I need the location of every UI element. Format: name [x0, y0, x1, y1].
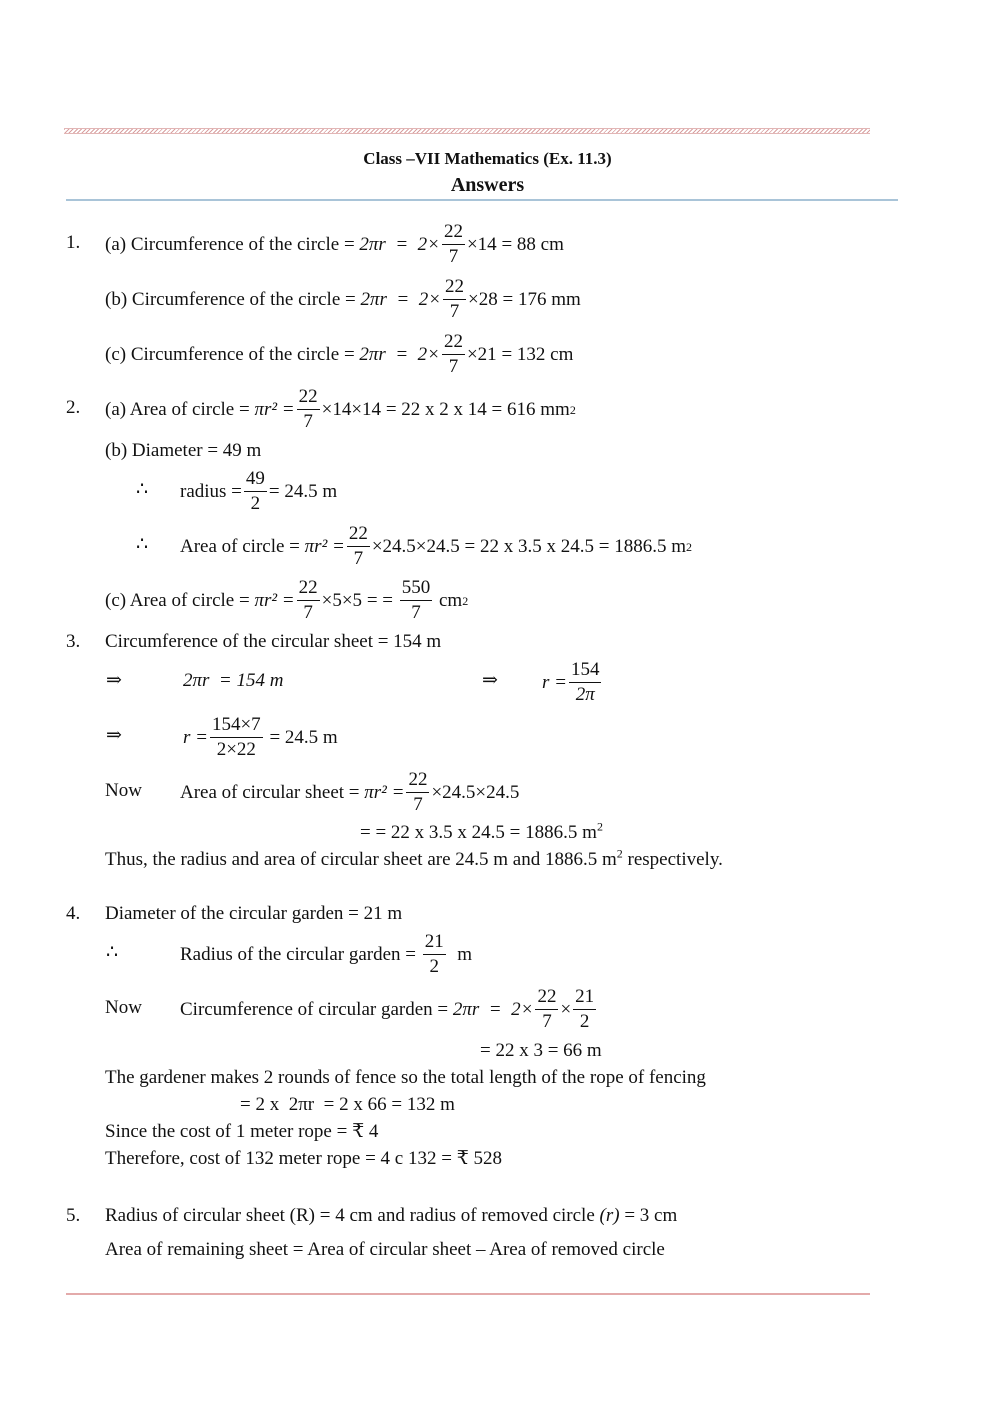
q2-c-expr-post: ×5×5	[321, 589, 363, 611]
q2-a-label: (a) Area of circle =	[105, 398, 250, 420]
q2-radius-label: radius =	[180, 480, 242, 502]
question-number-1: 1.	[66, 232, 81, 253]
q1-b-expr-pre: 2πr = 2×	[360, 288, 442, 310]
q1-a-den: 7	[448, 246, 459, 267]
q3-thus-pre: Thus, the radius and area of circular sheet are 24.5 m and 1886.5 m	[105, 849, 617, 870]
q3-eq3-lhs: r =	[183, 726, 208, 748]
q1-c-result: = 132 cm	[501, 343, 574, 365]
q2-b-line: (b) Diameter = 49 m	[105, 440, 262, 461]
footer-divider	[66, 1293, 870, 1295]
page-subtitle: Answers	[450, 174, 525, 196]
q4-circ-times: ×	[560, 998, 572, 1020]
q1-b-expr-post: ×28	[468, 288, 498, 310]
q1-b-fraction	[443, 275, 466, 324]
q2-radius-result: = 24.5 m	[268, 480, 338, 502]
q1-a-expr-post: ×14	[466, 233, 497, 255]
q2-c-eq: = =	[366, 589, 393, 611]
q2-c-unit: cm	[439, 589, 463, 611]
q4-circ-result: = 22 x 3 = 66 m	[480, 1040, 602, 1061]
q2-c-num2: 550	[400, 576, 433, 601]
q2-a-expr-pre: πr² =	[254, 398, 295, 420]
q2-a-expr-post: ×14×14	[321, 398, 382, 420]
q1-c-label: (c) Circumference of the circle =	[105, 343, 355, 365]
q4-circ-num2: 21	[573, 985, 596, 1010]
q4-line-1: Diameter of the circular garden = 21 m	[105, 903, 403, 924]
q2-area-line: Area of circle = πr² = $\frac{22}{7}$ ×24.5×24.5 = 22 x 3.5 x 24.5 = 1886.5 m 2	[180, 523, 692, 569]
q2-c-fraction-1	[297, 576, 320, 625]
q4-total-line: = 2 x 2πr = 2 x 66 = 132 m	[240, 1094, 455, 1115]
q2-radius-num: 49	[244, 467, 267, 492]
q3-area-line-2	[360, 819, 603, 844]
q3-eq2-lhs: r =	[542, 671, 567, 693]
q4-circ-den1: 7	[542, 1011, 552, 1032]
q3-area-num: 22	[406, 768, 429, 793]
q1-a-label: (a) Circumference of the circle =	[105, 233, 355, 255]
q2-a-num: 22	[297, 385, 320, 410]
q2-radius-line	[180, 467, 337, 516]
q1-a-expr-pre: 2πr = 2×	[359, 233, 440, 255]
q3-eq2-num: 154	[569, 658, 602, 683]
q4-radius-num: 21	[423, 930, 446, 955]
q5-line-1	[105, 1205, 677, 1227]
q3-eq-2	[542, 658, 603, 707]
q3-eq3-num: 154×7	[210, 713, 263, 738]
q2-c-line: (c) Area of circle = πr² = $\frac{22}{7}$ ×5×5 = = $\frac{550}{7}$ cm 2	[105, 577, 469, 623]
q1-b-result: = 176 mm	[502, 288, 581, 310]
q2-a-den: 7	[303, 411, 313, 432]
q4-circ-fraction-2	[573, 985, 596, 1034]
q3-eq3-result: = 24.5 m	[269, 726, 338, 748]
q3-area-line	[180, 768, 519, 817]
q1-c-num: 22	[442, 330, 465, 355]
q2-radius-den: 2	[250, 493, 261, 514]
q2-area-fraction	[347, 522, 370, 571]
q4-radius-line	[180, 930, 472, 979]
q1-c-expr-pre: 2πr = 2×	[359, 343, 440, 365]
q2-a-result: = 22 x 2 x 14 = 616 mm	[385, 398, 570, 420]
question-number-4: 4.	[66, 903, 81, 924]
q4-cost-line-1: Since the cost of 1 meter rope = ₹ 4	[105, 1121, 379, 1142]
q2-area-label: Area of circle =	[180, 535, 300, 557]
q2-radius-fraction	[244, 467, 267, 516]
q3-eq-1: 2πr = 154 m	[183, 670, 284, 691]
q1-c-expr-post: ×21	[466, 343, 497, 365]
q2-area-den: 7	[353, 548, 364, 569]
q4-radius-den: 2	[429, 956, 439, 977]
q2-c-fraction-2	[400, 576, 433, 625]
q4-radius-unit: m	[457, 943, 473, 965]
q2-c-expr-pre: πr² =	[254, 589, 295, 611]
q5-line-2: Area of remaining sheet = Area of circular sheet – Area of removed circle	[105, 1239, 665, 1260]
q1-a-num: 22	[442, 220, 465, 245]
q1-b-den: 7	[449, 301, 460, 322]
q3-line-1: Circumference of the circular sheet = 154 m	[105, 631, 442, 652]
q4-radius-label: Radius of the circular garden =	[180, 943, 416, 965]
q3-area-label: Area of circular sheet =	[180, 781, 360, 803]
implies-arrow: ⇒	[106, 670, 122, 691]
q1-c-line	[105, 330, 573, 379]
implies-arrow: ⇒	[482, 670, 498, 691]
therefore-symbol: ∴	[136, 479, 149, 500]
top-decorative-border	[64, 128, 870, 134]
q4-circ-line	[180, 985, 598, 1034]
q3-area-fraction	[406, 768, 429, 817]
q1-a-result: = 88 cm	[501, 233, 564, 255]
header-divider	[66, 199, 898, 201]
q2-c-den: 7	[303, 602, 313, 623]
implies-arrow: ⇒	[106, 725, 122, 746]
q5-line1-pre: Radius of circular sheet (R) = 4 cm and radius of removed circle	[105, 1205, 595, 1226]
q4-circ-label: Circumference of circular garden =	[180, 998, 449, 1020]
q2-area-expr-post: ×24.5×24.5	[371, 535, 460, 557]
q2-c-label: (c) Area of circle =	[105, 589, 250, 611]
q1-c-fraction	[442, 330, 465, 379]
q1-a-line	[105, 220, 564, 269]
question-number-3: 3.	[66, 631, 81, 652]
q5-line1-r: (r)	[599, 1205, 620, 1226]
q3-eq3-den: 2×22	[216, 739, 256, 760]
q3-area-line2-text: = = 22 x 3.5 x 24.5 = 1886.5 m	[360, 822, 597, 843]
q3-eq3-fraction	[210, 713, 263, 762]
q4-cost-line-2: Therefore, cost of 132 meter rope = 4 c 132 = ₹ 528	[105, 1148, 503, 1169]
q4-circ-fraction-1	[535, 985, 558, 1034]
therefore-symbol: ∴	[106, 942, 119, 963]
q3-eq2-fraction	[569, 658, 602, 707]
question-number-5: 5.	[66, 1205, 81, 1226]
q4-rounds-line: The gardener makes 2 rounds of fence so the total length of the rope of fencing	[105, 1067, 706, 1088]
q3-area-den: 7	[413, 794, 423, 815]
q2-c-num: 22	[297, 576, 320, 601]
q4-radius-fraction	[423, 930, 446, 979]
q5-line1-post: = 3 cm	[624, 1205, 678, 1226]
therefore-symbol: ∴	[136, 534, 149, 555]
q1-b-num: 22	[443, 275, 466, 300]
q3-thus-post: respectively.	[622, 849, 723, 870]
q3-thus-sup: 2	[616, 846, 623, 861]
q3-area-expr-post: ×24.5×24.5	[431, 781, 520, 803]
q3-area-expr-pre: πr² =	[364, 781, 405, 803]
question-number-2: 2.	[66, 397, 81, 418]
q1-a-fraction	[442, 220, 465, 269]
page-title: Class –VII Mathematics (Ex. 11.3)	[363, 149, 612, 168]
q2-a-fraction	[297, 385, 320, 434]
q3-eq-3	[183, 713, 338, 762]
q3-now: Now	[105, 780, 142, 801]
q4-now: Now	[105, 997, 142, 1018]
q3-conclusion	[105, 846, 723, 871]
q3-area-line2-sup: 2	[596, 819, 603, 834]
q2-c-den2: 7	[411, 602, 421, 623]
q1-b-label: (b) Circumference of the circle =	[105, 288, 356, 310]
q2-a-line: (a) Area of circle = πr² = $\frac{22}{7}$ ×14×14 = 22 x 2 x 14 = 616 mm 2	[105, 386, 576, 432]
q1-c-den: 7	[448, 356, 459, 377]
q4-circ-den2: 2	[579, 1011, 590, 1032]
q2-area-result: = 22 x 3.5 x 24.5 = 1886.5 m	[464, 535, 686, 557]
q1-b-line	[105, 275, 581, 324]
q3-eq2-den: 2π	[575, 684, 595, 705]
q4-circ-num1: 22	[535, 985, 558, 1010]
q4-circ-expr-pre: 2πr = 2×	[452, 998, 534, 1020]
q2-area-expr-pre: πr² =	[304, 535, 345, 557]
q2-area-num: 22	[347, 522, 370, 547]
